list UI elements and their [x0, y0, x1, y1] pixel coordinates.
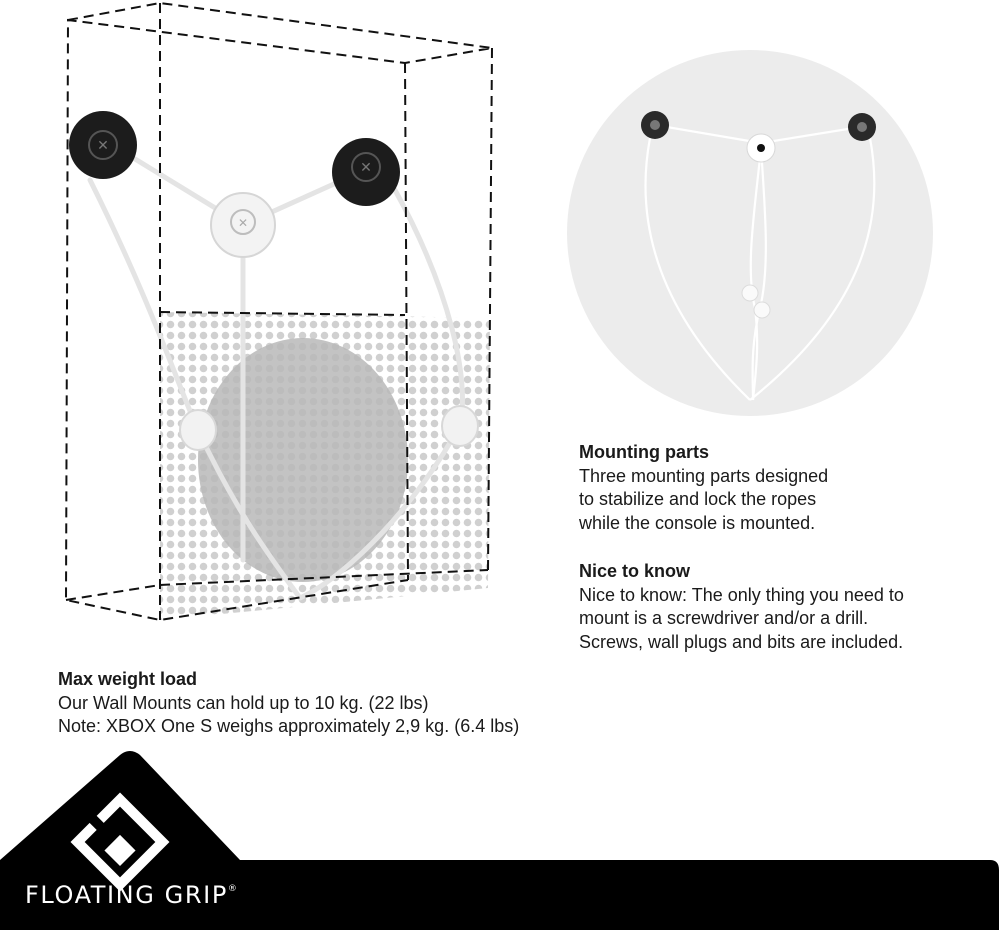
svg-text:✕: ✕: [97, 138, 109, 154]
mounting-parts-section: [579, 441, 828, 535]
mounting-parts-line: Three mounting parts designed: [579, 465, 829, 486]
detail-mount-right: [848, 113, 876, 141]
nice-to-know-section: [579, 560, 904, 654]
nice-to-know-line: Screws, wall plugs and bits are included.: [579, 631, 904, 652]
detail-rope-lock-lower: [754, 302, 770, 318]
console-disc-shape: [198, 338, 408, 582]
wall-mount-light-center: [211, 193, 275, 257]
max-weight-title: Max weight load: [58, 669, 198, 689]
mounting-parts-detail-image: [565, 48, 935, 418]
svg-text:✕: ✕: [360, 160, 372, 176]
console-mount-diagram: [0, 0, 560, 640]
max-weight-line: Note: XBOX One S weighs approximately 2,9 kg. (6.4 lbs): [58, 716, 520, 736]
detail-mount-left: [641, 111, 669, 139]
nice-to-know-line: mount is a screwdriver and/or a drill.: [579, 608, 869, 628]
mounting-parts-title: Mounting parts: [579, 442, 709, 462]
registered-mark: ®: [227, 884, 239, 894]
svg-text:✕: ✕: [237, 216, 249, 230]
mounting-parts-line: to stabilize and lock the ropes: [579, 489, 817, 509]
rope-clip-right: [442, 406, 478, 446]
rope-clip-left: [180, 410, 216, 450]
max-weight-section: [58, 668, 519, 739]
mounting-parts-line: while the console is mounted.: [579, 512, 816, 533]
console-dotted-body: [160, 312, 490, 620]
wall-mount-dark-left: [69, 111, 137, 179]
brand-name-text: FLOATING GRIP: [25, 881, 228, 909]
brand-name: [25, 881, 239, 909]
max-weight-line: Our Wall Mounts can hold up to 10 kg. (22 lbs): [58, 692, 429, 713]
detail-rope-lock-upper: [742, 285, 758, 301]
nice-to-know-line: Nice to know: The only thing you need to: [579, 584, 904, 605]
detail-center-clip: [747, 134, 775, 162]
wall-mount-dark-right: [332, 138, 400, 206]
nice-to-know-title: Nice to know: [579, 561, 691, 581]
